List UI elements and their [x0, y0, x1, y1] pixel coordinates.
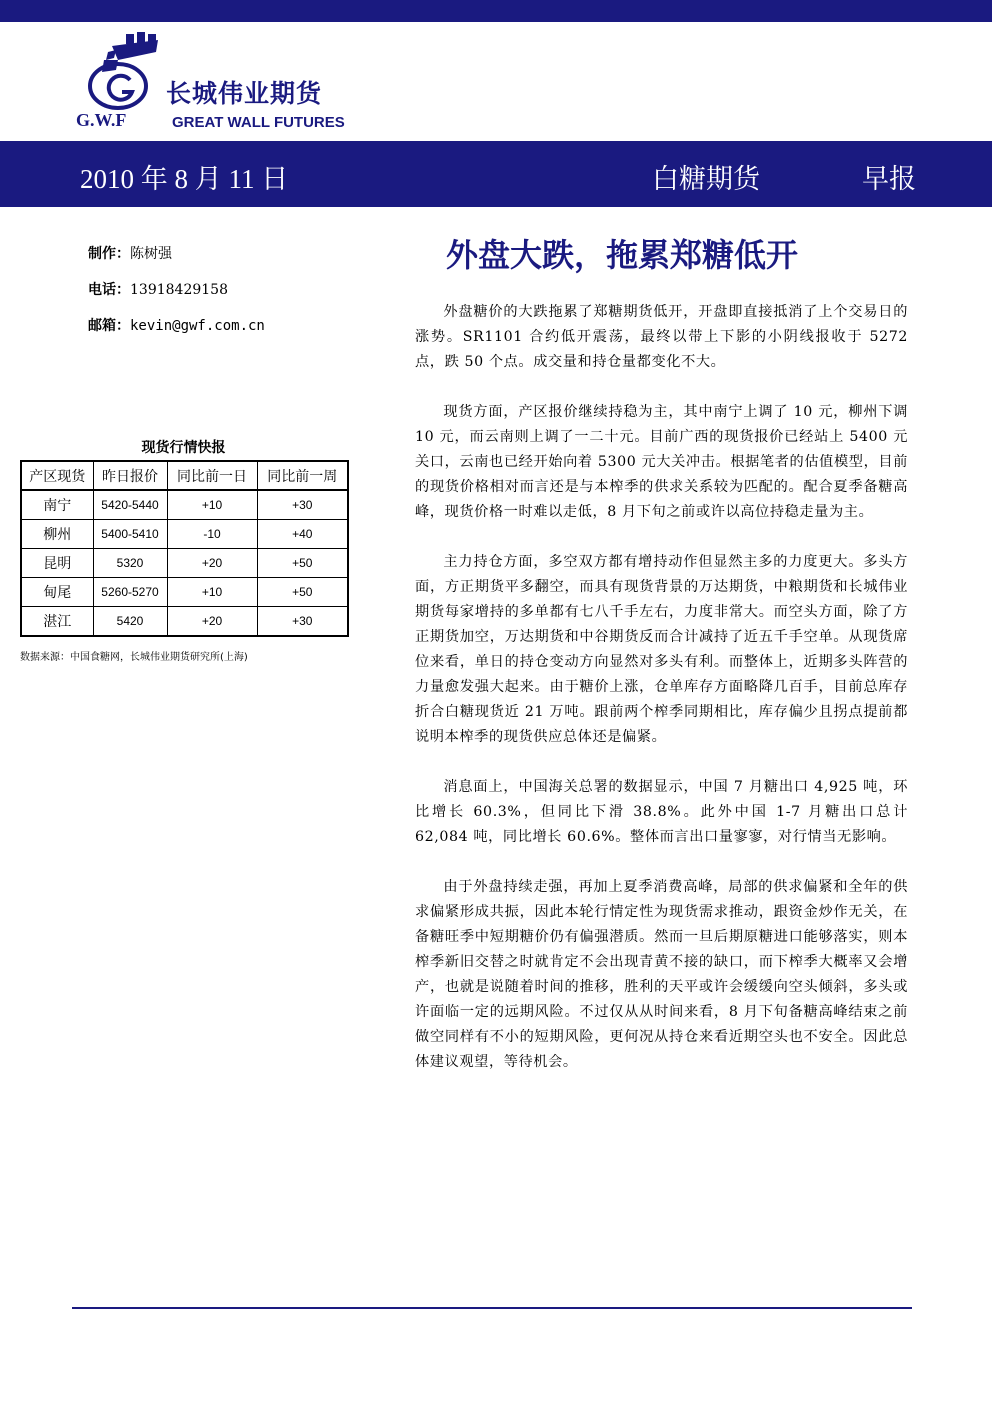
region-cell: 昆明 — [21, 549, 93, 578]
article-body — [415, 300, 908, 1100]
table-row — [21, 607, 348, 637]
week-change-cell: +50 — [257, 578, 348, 607]
day-change-cell: +10 — [167, 578, 257, 607]
email-line — [88, 315, 265, 335]
price-cell: 5260-5270 — [93, 578, 167, 607]
day-change-cell: +20 — [167, 549, 257, 578]
report-date: 2010 年 8 月 11 日 — [80, 164, 289, 194]
day-change-cell: +10 — [167, 490, 257, 520]
report-product: 白糖期货 — [652, 164, 760, 194]
region-cell: 南宁 — [21, 490, 93, 520]
price-cell: 5420-5440 — [93, 490, 167, 520]
region-cell: 甸尾 — [21, 578, 93, 607]
week-change-cell: +30 — [257, 607, 348, 637]
company-abbr: G.W.F — [76, 110, 127, 130]
great-wall-logo-icon — [82, 30, 162, 112]
region-cell: 柳州 — [21, 520, 93, 549]
column-header: 昨日报价 — [93, 461, 167, 490]
column-header: 产区现货 — [21, 461, 93, 490]
phone-label: 电话： — [88, 282, 130, 298]
table-row — [21, 490, 348, 520]
price-cell: 5320 — [93, 549, 167, 578]
table-row — [21, 578, 348, 607]
table-row — [21, 549, 348, 578]
column-header: 同比前一周 — [257, 461, 348, 490]
column-header: 同比前一日 — [167, 461, 257, 490]
footer-divider — [72, 1307, 912, 1309]
email-label: 邮箱： — [88, 318, 130, 334]
phone-line — [88, 279, 228, 299]
company-name-cn: 长城伟业期货 — [166, 79, 323, 108]
author-name: 陈树强 — [130, 246, 172, 262]
table-header-row — [21, 461, 348, 490]
table-row — [21, 520, 348, 549]
day-change-cell: +20 — [167, 607, 257, 637]
data-source-note: 数据来源：中国食糖网，长城伟业期货研究所(上海) — [20, 652, 248, 663]
paragraph: 消息面上，中国海关总署的数据显示，中国 7 月糖出口 4,925 吨，环比增长 60.3%，但同比下滑 38.8%。此外中国 1-7 月糖出口总计 62,084 吨，同比增长 60.6%。整体而言出口量寥寥，对行情当无影响。 — [415, 779, 908, 845]
top-color-bar — [0, 0, 992, 22]
author-label: 制作： — [88, 246, 130, 262]
week-change-cell: +50 — [257, 549, 348, 578]
email-address: kevin@gwf.com.cn — [130, 318, 265, 334]
paragraph: 外盘糖价的大跌拖累了郑糖期货低开，开盘即直接抵消了上个交易日的涨势。SR1101 合约低开震荡，最终以带上下影的小阴线报收于 5272 点，跌 50 个点。成交量和持仓量都变化不大。 — [415, 304, 908, 370]
company-name-en: GREAT WALL FUTURES — [172, 114, 345, 131]
region-cell: 湛江 — [21, 607, 93, 637]
company-logo — [76, 30, 366, 136]
spot-table-title: 现货行情快报 — [141, 440, 226, 456]
week-change-cell: +30 — [257, 490, 348, 520]
price-cell: 5420 — [93, 607, 167, 637]
day-change-cell: -10 — [167, 520, 257, 549]
paragraph: 现货方面，产区报价继续持稳为主，其中南宁上调了 10 元，柳州下调 10 元，而云南则上调了一二十元。目前广西的现货报价已经站上 5400 元关口，云南也已经开始向着 5300 元大关冲击。根据笔者的估值模型，目前的现货价格相对而言还是与本榨季的供求关系较为匹配的。配合夏季备糖高峰，现货价格一时难以走低，8 月下旬之前或许以高位持稳走量为主。 — [415, 404, 908, 520]
report-header-band — [0, 141, 992, 207]
paragraph: 主力持仓方面，多空双方都有增持动作但显然主多的力度更大。多头方面，方正期货平多翻空，而具有现货背景的万达期货，中粮期货和长城伟业期货每家增持的多单都有七八千手左右，力度非常大。而空头方面，除了方正期货加空，万达期货和中谷期货反而合计减持了近五千手空单。从现货席位来看，单日的持仓变动方向显然对多头有利。而整体上，近期多头阵营的力量愈发强大起来。由于糖价上涨，仓单库存方面略降几百手，目前总库存折合白糖现货近 21 万吨。跟前两个榨季同期相比，库存偏少且拐点提前都说明本榨季的现货供应总体还是偏紧。 — [415, 554, 908, 745]
author-line — [88, 243, 172, 263]
phone-number: 13918429158 — [130, 282, 228, 298]
paragraph: 由于外盘持续走强，再加上夏季消费高峰，局部的供求偏紧和全年的供求偏紧形成共振，因此本轮行情定性为现货需求推动，跟资金炒作无关，在备糖旺季中短期糖价仍有偏强潜质。然而一旦后期原糖进口能够落实，则本榨季新旧交替之时就肯定不会出现青黄不接的缺口，而下榨季大概率又会增产，也就是说随着时间的推移，胜利的天平或许会缓缓向空头倾斜，多头或许面临一定的远期风险。不过仅从从时间来看，8 月下旬备糖高峰结束之前做空同样有不小的短期风险，更何况从持仓来看近期空头也不安全。因此总体建议观望，等待机会。 — [415, 879, 908, 1070]
spot-quote-table — [20, 460, 349, 637]
week-change-cell: +40 — [257, 520, 348, 549]
report-type: 早报 — [862, 164, 916, 194]
headline: 外盘大跌，拖累郑糖低开 — [446, 236, 799, 274]
price-cell: 5400-5410 — [93, 520, 167, 549]
